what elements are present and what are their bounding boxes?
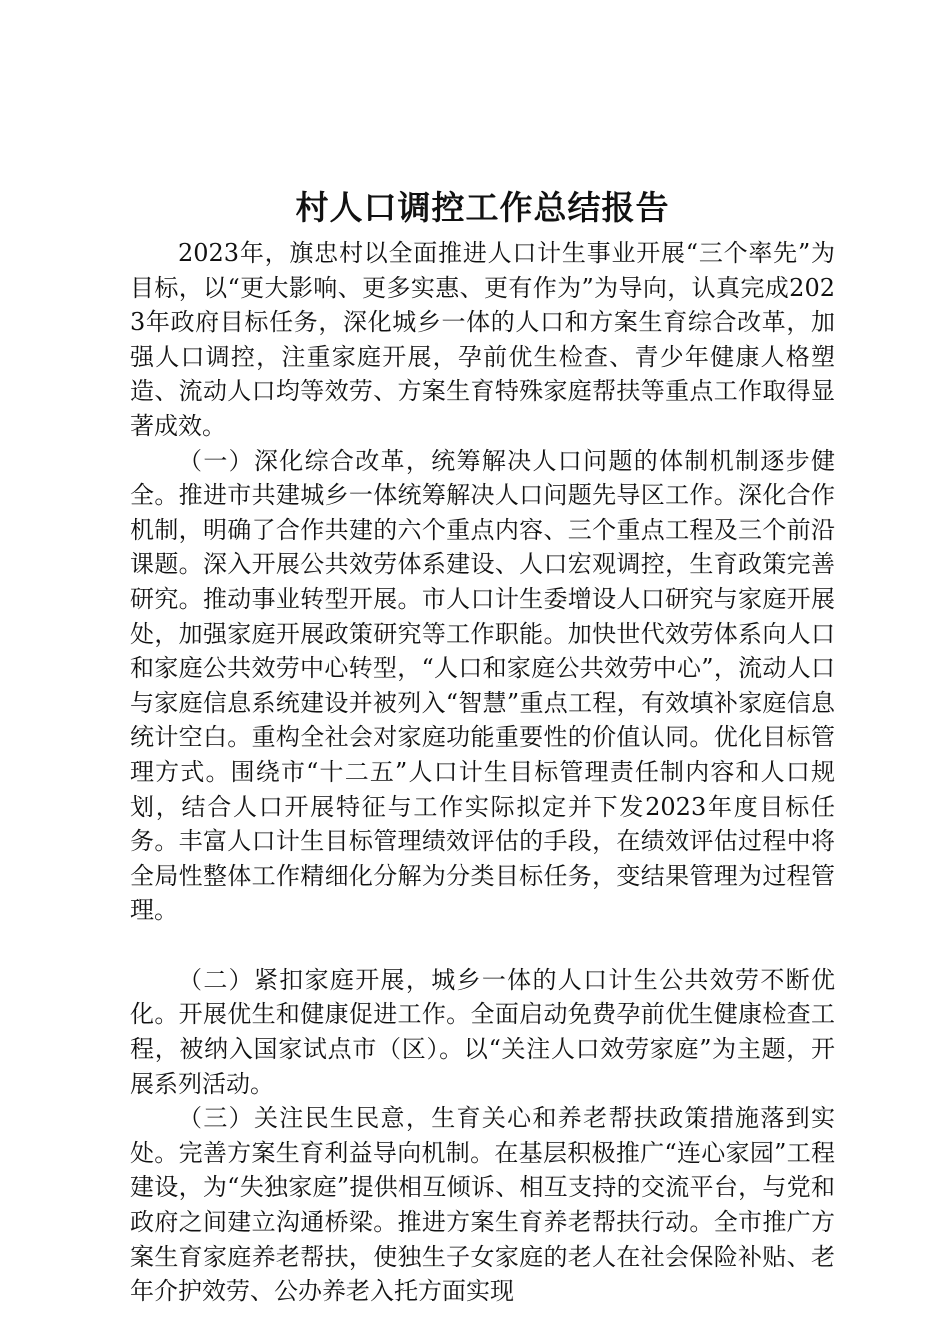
- document-page: [130, 180, 835, 1309]
- paragraph-gap: [130, 928, 835, 963]
- document-title: 村人口调控工作总结报告: [295, 188, 670, 227]
- paragraph-intro: 2023年，旗忠村以全面推进人口计生事业开展“三个率先”为目标，以“更大影响、更多实惠、更有作为”为导向，认真完成2023年政府目标任务，深化城乡一体的人口和方案生育综合改革，加强人口调控，注重家庭开展，孕前优生检查、青少年健康人格塑造、流动人口均等效劳、方案生育特殊家庭帮扶等重点工作取得显著成效。: [130, 239, 835, 440]
- paragraph-section-3: （三）关注民生民意，生育关心和养老帮扶政策措施落到实处。完善方案生育利益导向机制。在基层积极推广“连心家园”工程建设，为“失独家庭”提供相互倾诉、相互支持的交流平台，与党和政府之间建立沟通桥梁。推进方案生育养老帮扶行动。全市推广方案生育家庭养老帮扶，使独生子女家庭的老人在社会保险补贴、老年介护效劳、公办养老入托方面实现: [130, 1104, 835, 1306]
- paragraph-section-1: （一）深化综合改革，统筹解决人口问题的体制机制逐步健全。推进市共建城乡一体统筹解决人口问题先导区工作。深化合作机制，明确了合作共建的六个重点内容、三个重点工程及三个前沿课题。深入开展公共效劳体系建设、人口宏观调控，生育政策完善研究。推动事业转型开展。市人口计生委增设人口研究与家庭开展处，加强家庭开展政策研究等工作职能。加快世代效劳体系向人口和家庭公共效劳中心转型，“人口和家庭公共效劳中心”，流动人口与家庭信息系统建设并被列入“智慧”重点工程，有效填补家庭信息统计空白。重构全社会对家庭功能重要性的价值认同。优化目标管理方式。围绕市“十二五”人口计生目标管理责任制内容和人口规划，结合人口开展特征与工作实际拟定并下发2023年度目标任务。丰富人口计生目标管理绩效评估的手段，在绩效评估过程中将全局性整体工作精细化分解为分类目标任务，变结果管理为过程管理。: [130, 446, 835, 925]
- paragraph-section-2: （二）紧扣家庭开展，城乡一体的人口计生公共效劳不断优化。开展优生和健康促进工作。全面启动免费孕前优生健康检查工程，被纳入国家试点市（区）。以“关注人口效劳家庭”为主题，开展系列活动。: [130, 965, 835, 1098]
